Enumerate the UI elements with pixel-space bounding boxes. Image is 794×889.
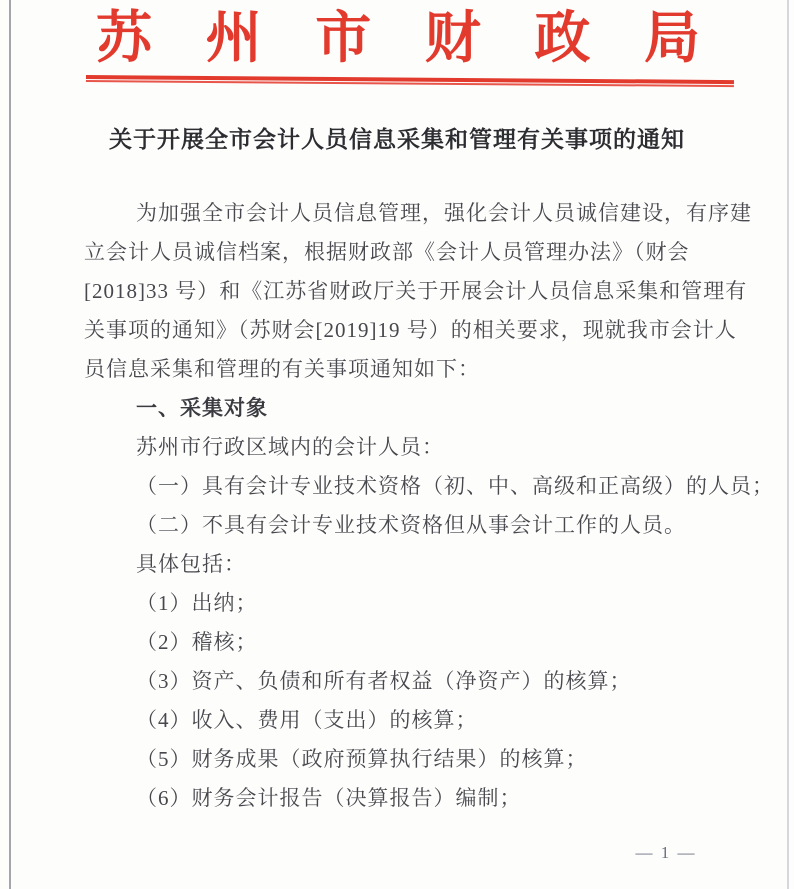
letterhead-char: 局 <box>643 8 700 70</box>
list-item: （4）收入、费用（支出）的核算； <box>136 708 478 732</box>
agency-letterhead <box>96 9 700 69</box>
body-line: 关事项的通知》（苏财会[2019]19 号）的相关要求，现就我市会计人 <box>84 318 737 342</box>
body-line: 员信息采集和管理的有关事项通知如下： <box>84 357 480 381</box>
list-item: （二）不具有会计专业技术资格但从事会计工作的人员。 <box>136 513 686 537</box>
list-item: （6）财务会计报告（决算报告）编制； <box>136 786 522 810</box>
letterhead-char: 财 <box>424 8 481 70</box>
body-line: 立会计人员诚信档案，根据财政部《会计人员管理办法》（财会 <box>84 240 690 264</box>
page-number: — 1 — <box>635 843 697 862</box>
letterhead-char: 州 <box>205 8 262 70</box>
list-item: （3）资产、负债和所有者权益（净资产）的核算； <box>136 669 632 693</box>
letterhead-divider-rule <box>86 75 734 87</box>
letterhead-char: 市 <box>315 8 372 70</box>
list-item: （2）稽核； <box>136 630 258 654</box>
list-item: （1）出纳； <box>136 591 258 615</box>
list-item: （一）具有会计专业技术资格（初、中、高级和正高级）的人员； <box>136 474 774 498</box>
body-line: 具体包括： <box>136 552 246 576</box>
document-body <box>84 194 774 818</box>
list-item: （5）财务成果（政府预算执行结果）的核算； <box>136 747 588 771</box>
letterhead-char: 政 <box>534 8 591 70</box>
letterhead-char: 苏 <box>96 8 152 70</box>
body-line: 苏州市行政区域内的会计人员： <box>136 435 444 459</box>
body-line: 为加强全市会计人员信息管理，强化会计人员诚信建设，有序建 <box>136 201 752 225</box>
body-line: [2018]33 号）和《江苏省财政厅关于开展会计人员信息采集和管理有 <box>84 279 748 303</box>
section-heading: 一、采集对象 <box>136 396 268 420</box>
document-title: 关于开展全市会计人员信息采集和管理有关事项的通知 <box>109 126 685 152</box>
